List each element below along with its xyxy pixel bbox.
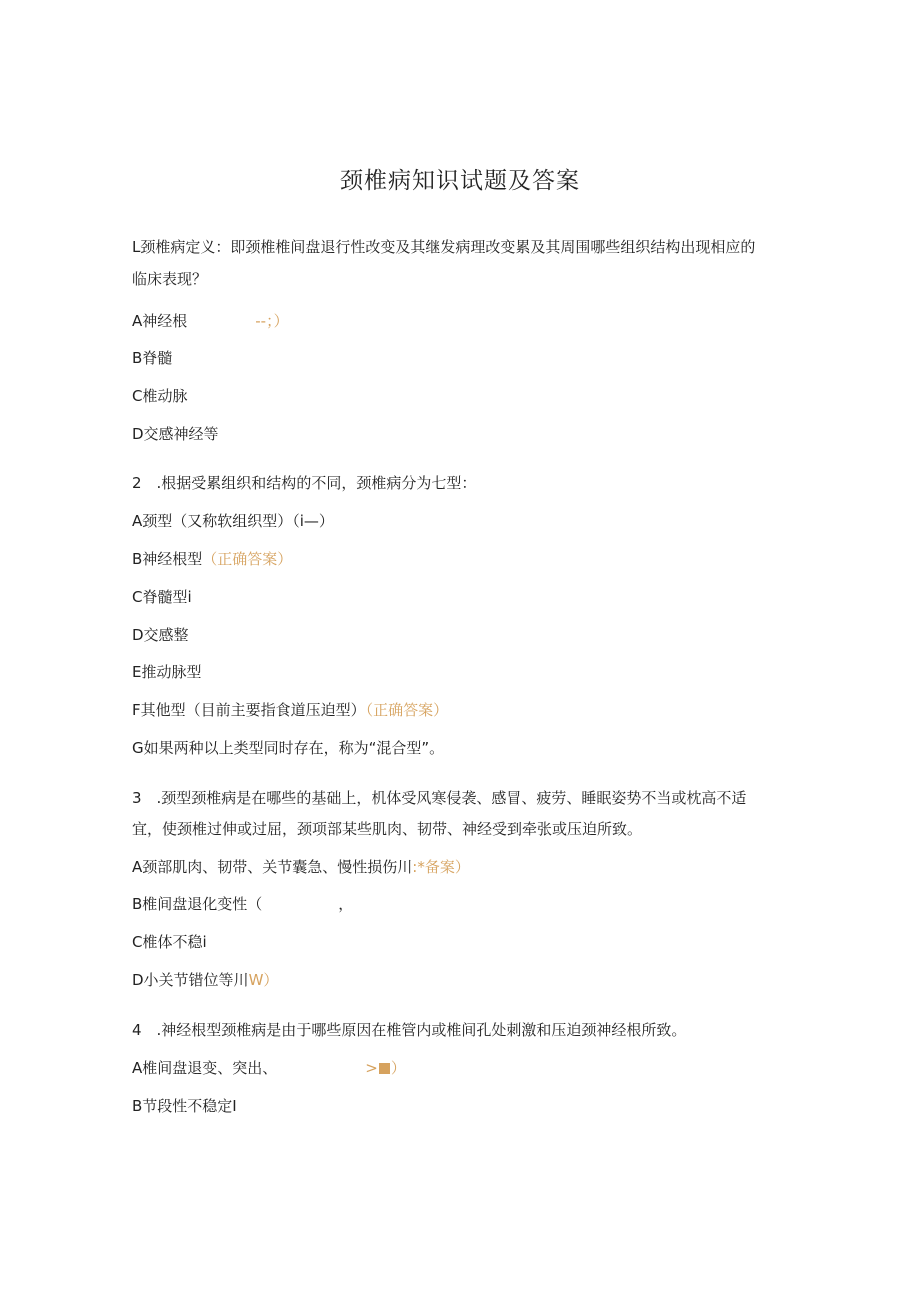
question-3-option-b [132,893,353,914]
option-text: B神经根型 [132,550,203,568]
question-1-option-d: D交感神经等 [132,425,219,443]
question-2-option-f [132,699,448,720]
page-title: 颈椎病知识试题及答案 [340,168,580,194]
trailing-mark: ， [338,895,354,913]
question-1-option-a [132,310,289,331]
correct-answer-mark: （正确答案） [365,701,449,719]
question-3-option-d [132,969,278,990]
option-text: D小关节错位等川 [132,971,249,989]
option-text: F其他型（目前主要指食道压迫型） [132,701,366,719]
question-2-option-b [132,548,292,569]
question-3-option-a [132,856,470,877]
question-2-option-a [132,510,334,531]
question-3-option-c: C椎体不稳i [132,933,207,951]
correct-answer-mark: （正确答案） [202,550,293,568]
question-3-stem-line-1: 3 .颈型颈椎病是在哪些的基础上，机体受风寒侵袭、感冒、疲劳、睡眠姿势不当或枕高不适 [132,789,747,807]
question-1-stem-line-1: L颈椎病定义：即颈椎椎间盘退行性改变及其继发病理改变累及其周围哪些组织结构出现相应的 [132,238,756,256]
answer-mark: :*备案） [412,858,470,876]
question-4-option-a [132,1057,406,1078]
question-2-option-d: D交感整 [132,626,189,644]
question-2-option-c: C脊髓型i [132,588,192,606]
option-text: A颈部肌肉、韧带、关节囊急、慢性损伤川 [132,858,413,876]
answer-mark-close: ） [390,1059,406,1077]
answer-mark: W） [248,971,279,989]
answer-mark: > [365,1059,378,1077]
question-1-option-c: C椎动脉 [132,387,188,405]
answer-mark: i—） [299,512,334,530]
question-1-stem-line-2: 临床表现？ [132,270,208,288]
question-4-stem: 4 .神经根型颈椎病是由于哪些原因在椎管内或椎间孔处刺激和压迫颈神经根所致。 [132,1021,687,1039]
question-2-option-g: G如果两种以上类型同时存在，称为“混合型”。 [132,739,445,757]
question-2-stem: 2 .根据受累组织和结构的不同，颈椎病分为七型： [132,474,477,492]
question-3-stem-line-2: 宜，使颈椎过伸或过屈，颈项部某些肌肉、韧带、神经受到牵张或压迫所致。 [132,820,643,838]
question-1-option-b: B脊髓 [132,349,173,367]
answer-mark: --；） [255,312,289,330]
filled-square-icon [379,1063,390,1074]
option-text: A颈型（又称软组织型）（ [132,512,300,530]
question-2-option-e: E推动脉型 [132,663,202,681]
option-text: A椎间盘退变、突出、 [132,1059,278,1077]
question-4-option-b: B节段性不稳定I [132,1097,237,1115]
option-text: A神经根 [132,312,188,330]
option-text: B椎间盘退化变性（ [132,895,263,913]
